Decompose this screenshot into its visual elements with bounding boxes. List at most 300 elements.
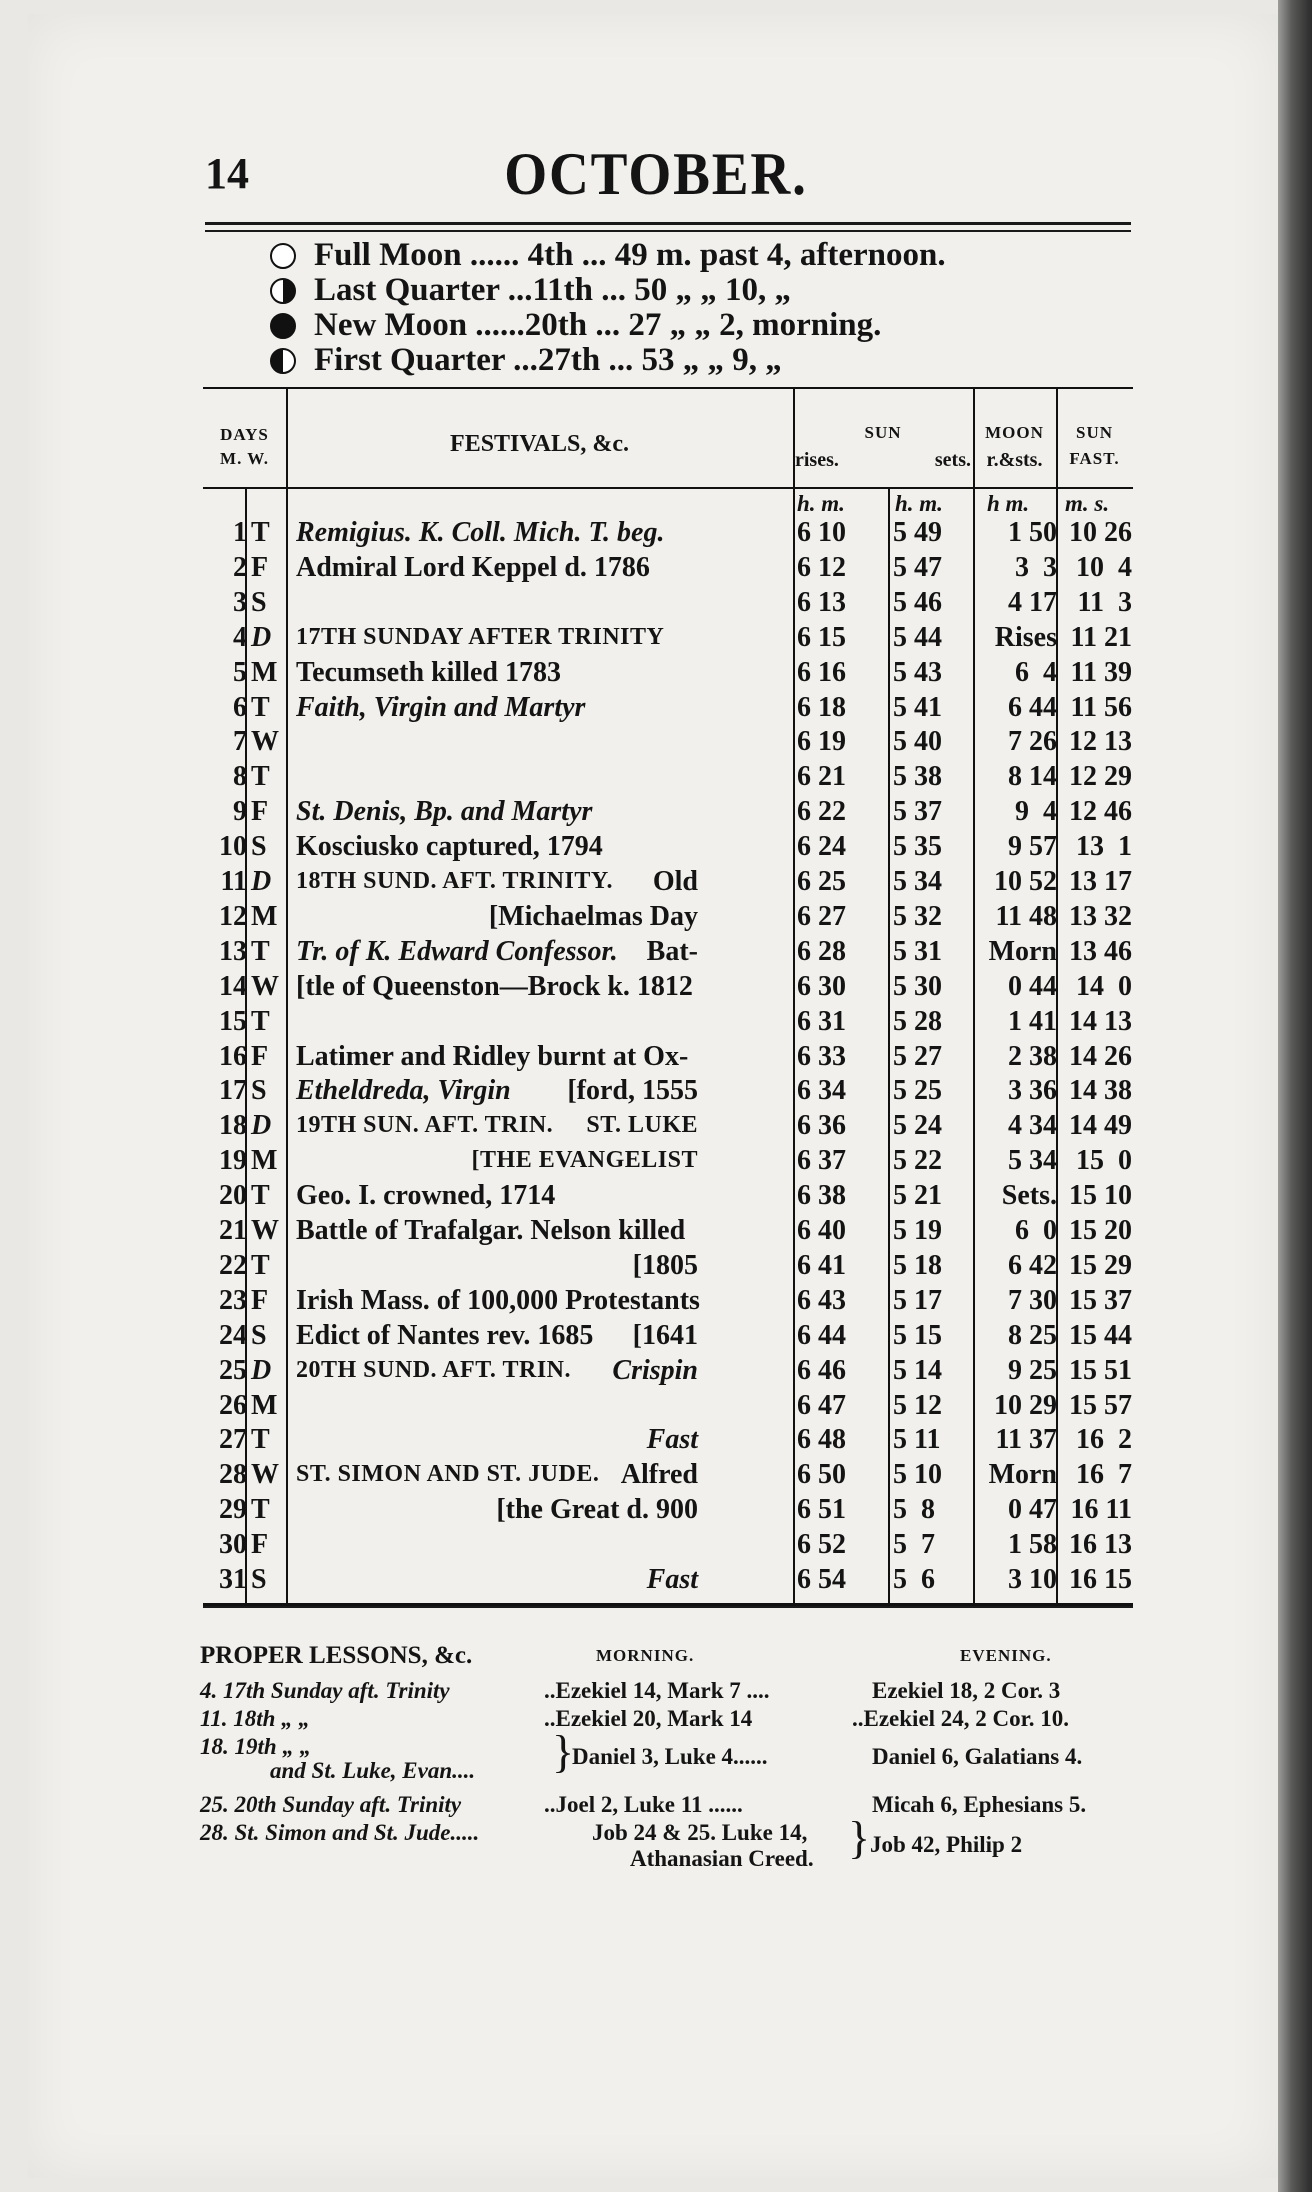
moon-rises-sets: 4 34 (1008, 1110, 1057, 1142)
moon-rises-sets: 9 4 (1015, 796, 1057, 828)
weekday: W (251, 1459, 279, 1491)
table-rule-bottom (203, 1606, 1133, 1608)
moon-rises-sets: 9 25 (1008, 1354, 1057, 1386)
table-row (203, 724, 1133, 759)
sun-fast: 15 29 (1069, 1249, 1132, 1281)
lesson-morning: ..Ezekiel 20, Mark 14 (544, 1706, 753, 1731)
weekday: D (251, 866, 272, 897)
table-row (203, 1248, 1133, 1283)
sun-rises: 6 38 (797, 1180, 846, 1212)
sun-fast: 12 13 (1069, 726, 1132, 758)
sun-rises: 6 21 (797, 761, 846, 793)
table-row (203, 1562, 1133, 1597)
weekday: D (251, 1354, 272, 1386)
moon-rises-sets: 10 29 (994, 1389, 1057, 1421)
moon-rises-sets: 0 47 (1008, 1494, 1057, 1526)
festival-text: Irish Mass. of 100,000 Protestants (296, 1284, 700, 1316)
weekday: T (251, 1494, 270, 1526)
phase-text: Last Quarter ...11th ... 50 „ „ 10, „ (314, 272, 791, 308)
moon-rises-sets: 6 0 (1015, 1215, 1057, 1246)
festival-text-right: Fast (646, 1564, 698, 1595)
sun-fast: 15 51 (1069, 1354, 1132, 1386)
moon-rises-sets: 7 30 (1008, 1284, 1057, 1316)
moon-phases (270, 238, 946, 378)
header-m-w: M. W. (220, 449, 269, 468)
lesson-morning: ..Ezekiel 14, Mark 7 .... (544, 1678, 770, 1703)
day-number: 9 (233, 796, 247, 828)
sun-rises: 6 24 (797, 831, 846, 863)
day-number: 14 (219, 970, 247, 1002)
sun-rises: 6 41 (797, 1249, 846, 1281)
sun-sets: 5 10 (893, 1459, 942, 1491)
lesson-evening: Daniel 6, Galatians 4. (872, 1744, 1083, 1769)
sun-rises: 6 18 (797, 691, 846, 723)
weekday: D (251, 621, 272, 653)
sun-sets: 5 35 (893, 831, 942, 863)
sun-fast: 14 0 (1076, 970, 1132, 1002)
festival-text: Remigius. K. Coll. Mich. T. beg. (296, 517, 665, 548)
sun-sets: 5 38 (893, 761, 942, 793)
table-row (203, 1213, 1133, 1248)
sun-rises: 6 51 (797, 1494, 846, 1526)
sun-fast: 11 21 (1070, 621, 1132, 653)
day-number: 22 (219, 1249, 247, 1281)
festival-text-right: ST. LUKE (586, 1112, 698, 1139)
sun-rises: 6 10 (797, 517, 846, 548)
sun-rises: 6 25 (797, 866, 846, 897)
sun-sets: 5 8 (893, 1494, 935, 1526)
sun-sets: 5 27 (893, 1040, 942, 1072)
weekday: T (251, 1005, 270, 1037)
weekday: F (251, 1284, 269, 1316)
sun-sets: 5 11 (893, 1424, 941, 1456)
sun-fast: 13 17 (1069, 866, 1132, 897)
lesson-morning: ..Joel 2, Luke 11 ...... (544, 1792, 743, 1817)
header-rises: rises. (795, 449, 839, 471)
brace-icon: } (848, 1812, 871, 1863)
weekday: S (251, 1319, 267, 1351)
sun-fast: 14 38 (1069, 1075, 1132, 1107)
sun-rises: 6 16 (797, 656, 846, 688)
table-row (203, 655, 1133, 690)
phase-text: Full Moon ...... 4th ... 49 m. past 4, afternoon. (314, 237, 946, 273)
sun-fast: 11 56 (1070, 691, 1132, 723)
day-number: 29 (219, 1494, 247, 1526)
festival-text-right: [1805 (632, 1249, 698, 1281)
weekday: F (251, 1529, 269, 1561)
festival-text: St. Denis, Bp. and Martyr (296, 796, 593, 828)
festival-text: Etheldreda, Virgin (296, 1075, 511, 1107)
table-row (203, 1318, 1133, 1353)
day-number: 17 (219, 1075, 247, 1107)
moon-rises-sets: 0 44 (1008, 970, 1057, 1002)
sun-sets: 5 49 (893, 517, 942, 548)
moon-rises-sets: 6 4 (1015, 656, 1057, 688)
title-rule-bottom (205, 230, 1131, 232)
moon-rises-sets: 8 14 (1008, 761, 1057, 793)
day-number: 24 (219, 1319, 247, 1351)
sun-fast: 13 32 (1069, 900, 1132, 932)
sun-rises: 6 34 (797, 1075, 846, 1107)
weekday: D (251, 1110, 272, 1142)
last-quarter-icon (270, 278, 296, 304)
festival-text: ST. SIMON AND ST. JUDE. (296, 1461, 600, 1488)
header-days: DAYS (220, 425, 269, 444)
moon-rises-sets: 9 57 (1008, 831, 1057, 863)
units-moon: h m. (987, 491, 1030, 516)
sun-sets: 5 44 (893, 621, 942, 653)
phase-last-quarter (270, 273, 946, 308)
weekday: M (251, 1389, 278, 1421)
table-row (203, 794, 1133, 829)
table-row (203, 1073, 1133, 1108)
moon-rises-sets: 1 58 (1008, 1529, 1057, 1561)
weekday: T (251, 691, 270, 723)
day-number: 10 (219, 831, 247, 863)
sun-rises: 6 28 (797, 935, 846, 967)
moon-rises-sets: 3 36 (1008, 1075, 1057, 1107)
sun-rises: 6 54 (797, 1564, 846, 1595)
lesson-day: 25. 20th Sunday aft. Trinity (200, 1792, 462, 1817)
day-number: 30 (219, 1529, 247, 1561)
lesson-day: 18. 19th „ „ (200, 1734, 312, 1759)
phase-full-moon (270, 238, 946, 273)
festival-text-right: Bat- (646, 935, 698, 967)
weekday: T (251, 935, 270, 967)
sun-sets: 5 25 (893, 1075, 942, 1107)
month-title: OCTOBER. (504, 141, 808, 207)
table-row (203, 1388, 1133, 1423)
table-row (203, 1004, 1133, 1039)
weekday: M (251, 1145, 278, 1177)
moon-rises-sets: Morn (988, 1459, 1057, 1491)
weekday: T (251, 1424, 270, 1456)
sun-fast: 16 13 (1069, 1529, 1132, 1561)
moon-rises-sets: 8 25 (1008, 1319, 1057, 1351)
sun-sets: 5 40 (893, 726, 942, 758)
header-sets: sets. (934, 449, 971, 471)
moon-rises-sets: 3 10 (1008, 1564, 1057, 1595)
sun-fast: 15 20 (1069, 1215, 1132, 1246)
day-number: 4 (233, 621, 247, 653)
sun-fast: 12 29 (1069, 761, 1132, 793)
sun-sets: 5 37 (893, 796, 942, 828)
sun-sets: 5 47 (893, 551, 942, 583)
sun-sets: 5 31 (893, 935, 942, 967)
sun-rises: 6 43 (797, 1284, 846, 1316)
festival-text-right: Fast (646, 1424, 698, 1456)
sun-sets: 5 34 (893, 866, 942, 897)
day-number: 7 (233, 726, 247, 758)
sun-rises: 6 37 (797, 1145, 846, 1177)
weekday: T (251, 1249, 270, 1281)
title-rule-top (205, 222, 1131, 225)
sun-sets: 5 17 (893, 1284, 942, 1316)
moon-rises-sets: Rises (994, 621, 1057, 653)
festival-text: Tecumseth killed 1783 (296, 656, 561, 688)
sun-sets: 5 41 (893, 691, 942, 723)
sun-rises: 6 31 (797, 1005, 846, 1037)
weekday: S (251, 586, 267, 618)
weekday: F (251, 1040, 269, 1072)
festival-text: Battle of Trafalgar. Nelson killed (296, 1215, 686, 1246)
table-row (203, 759, 1133, 794)
phase-text: First Quarter ...27th ... 53 „ „ 9, „ (314, 342, 782, 378)
table-row (203, 1283, 1133, 1318)
sun-rises: 6 36 (797, 1110, 846, 1142)
moon-rises-sets: Morn (988, 935, 1057, 967)
first-quarter-icon (270, 348, 296, 374)
sun-sets: 5 18 (893, 1249, 942, 1281)
table-row (203, 864, 1133, 899)
sun-sets: 5 15 (893, 1319, 942, 1351)
festival-text-right: [ford, 1555 (567, 1075, 698, 1107)
sun-fast: 15 0 (1076, 1145, 1132, 1177)
lessons-morning-label: MORNING. (596, 1646, 695, 1665)
weekday: M (251, 656, 278, 688)
sun-fast: 12 46 (1069, 796, 1132, 828)
header-sun: SUN (864, 423, 902, 442)
phase-text: New Moon ......20th ... 27 „ „ 2, morning. (314, 307, 882, 343)
moon-rises-sets: 10 52 (994, 866, 1057, 897)
lesson-evening: ..Ezekiel 24, 2 Cor. 10. (852, 1706, 1069, 1731)
sun-rises: 6 48 (797, 1424, 846, 1456)
units-fast: m. s. (1065, 491, 1110, 516)
table-row (203, 1039, 1133, 1074)
sun-rises: 6 40 (797, 1215, 846, 1246)
day-number: 8 (233, 761, 247, 793)
weekday: W (251, 970, 279, 1002)
phase-new-moon (270, 308, 946, 343)
sun-rises: 6 47 (797, 1389, 846, 1421)
day-number: 19 (219, 1145, 247, 1177)
table-row (203, 1108, 1133, 1143)
day-number: 1 (233, 517, 247, 548)
sun-sets: 5 43 (893, 656, 942, 688)
sun-sets: 5 7 (893, 1529, 935, 1561)
header-sun-fast: SUN (1075, 423, 1113, 442)
header-fast: FAST. (1069, 449, 1120, 468)
day-number: 11 (220, 866, 247, 897)
day-number: 2 (233, 551, 247, 583)
table-row (203, 550, 1133, 585)
moon-rises-sets: 6 42 (1008, 1249, 1057, 1281)
lesson-day: 4. 17th Sunday aft. Trinity (200, 1678, 450, 1703)
sun-sets: 5 21 (893, 1180, 942, 1212)
sun-rises: 6 15 (797, 621, 846, 653)
sun-fast: 10 26 (1069, 517, 1132, 548)
lesson-morning-cont: Athanasian Creed. (630, 1846, 814, 1871)
festival-text: 17TH SUNDAY AFTER TRINITY (296, 623, 665, 650)
sun-rises: 6 52 (797, 1529, 846, 1561)
table-row (203, 585, 1133, 620)
festival-text-right: [Michaelmas Day (488, 900, 698, 932)
full-moon-icon (270, 243, 296, 269)
moon-rises-sets: 1 50 (1008, 517, 1057, 548)
sun-sets: 5 30 (893, 970, 942, 1002)
moon-rises-sets: 2 38 (1008, 1040, 1057, 1072)
sun-fast: 16 2 (1076, 1424, 1132, 1456)
lesson-morning: Job 24 & 25. Luke 14, (592, 1820, 808, 1845)
sun-rises: 6 44 (797, 1319, 846, 1351)
lesson-day: 28. St. Simon and St. Jude..... (200, 1820, 480, 1845)
day-number: 5 (233, 656, 247, 688)
lessons-title: PROPER LESSONS, &c. (200, 1642, 473, 1669)
calendar-table (203, 387, 1133, 1606)
sun-rises: 6 13 (797, 586, 846, 618)
festival-text-right: [the Great d. 900 (496, 1494, 698, 1526)
table-row (203, 934, 1133, 969)
sun-fast: 15 57 (1069, 1389, 1132, 1421)
day-number: 26 (219, 1389, 247, 1421)
festival-text-right: [THE EVANGELIST (471, 1147, 698, 1174)
moon-rises-sets: 1 41 (1008, 1005, 1057, 1037)
weekday: S (251, 1564, 267, 1595)
festival-text: Kosciusko captured, 1794 (296, 831, 603, 863)
festival-text: 20TH SUND. AFT. TRIN. (296, 1356, 571, 1383)
lessons-evening-label: EVENING. (960, 1646, 1052, 1665)
festival-text: 19TH SUN. AFT. TRIN. (296, 1112, 554, 1139)
sun-fast: 14 49 (1069, 1110, 1132, 1142)
table-row (203, 1143, 1133, 1178)
weekday: F (251, 551, 269, 583)
table-row (203, 969, 1133, 1004)
sun-fast: 15 44 (1069, 1319, 1132, 1351)
table-row (203, 515, 1133, 550)
weekday: T (251, 761, 270, 793)
table-row (203, 899, 1133, 934)
day-number: 20 (219, 1180, 247, 1212)
moon-rises-sets: Sets. (1001, 1180, 1057, 1212)
table-row (203, 1492, 1133, 1527)
festival-text: Admiral Lord Keppel d. 1786 (296, 551, 650, 583)
phase-first-quarter (270, 343, 946, 378)
sun-rises: 6 19 (797, 726, 846, 758)
weekday: W (251, 726, 279, 758)
new-moon-icon (270, 313, 296, 339)
table-row (203, 690, 1133, 725)
sun-sets: 5 14 (893, 1354, 942, 1386)
sun-fast: 11 3 (1077, 586, 1132, 618)
sun-fast: 15 10 (1069, 1180, 1132, 1212)
day-number: 21 (219, 1215, 247, 1246)
weekday: T (251, 1180, 270, 1212)
header-rule (203, 487, 1133, 489)
lesson-day: 11. 18th „ „ (200, 1706, 310, 1731)
moon-rises-sets: 4 17 (1008, 586, 1057, 618)
units-rises: h. m. (797, 491, 845, 516)
moon-rises-sets: 3 3 (1015, 551, 1057, 583)
table-row (203, 1422, 1133, 1457)
sun-rises: 6 12 (797, 551, 846, 583)
sun-fast: 10 4 (1076, 551, 1132, 583)
weekday: M (251, 900, 278, 932)
festival-text: Edict of Nantes rev. 1685 (296, 1319, 594, 1351)
lesson-day-cont: and St. Luke, Evan.... (270, 1758, 476, 1783)
table-row (203, 1178, 1133, 1213)
moon-rises-sets: 6 44 (1008, 691, 1057, 723)
units-sets: h. m. (895, 491, 943, 516)
festival-text-right: Alfred (620, 1459, 698, 1491)
festival-text: Latimer and Ridley burnt at Ox- (296, 1040, 689, 1072)
table-row (203, 1527, 1133, 1562)
brace-icon: } (552, 1726, 575, 1777)
table-row (203, 620, 1133, 655)
sun-fast: 14 13 (1069, 1005, 1132, 1037)
header-moon: MOON (985, 423, 1044, 442)
moon-rises-sets: 5 34 (1008, 1145, 1057, 1177)
sun-fast: 11 39 (1070, 656, 1132, 688)
moon-rises-sets: 7 26 (1008, 726, 1057, 758)
sun-rises: 6 46 (797, 1354, 846, 1386)
header-moon-sub: r.&sts. (986, 449, 1043, 471)
sun-sets: 5 32 (893, 900, 942, 932)
festival-text: Tr. of K. Edward Confessor. (296, 935, 618, 967)
sun-fast: 15 37 (1069, 1284, 1132, 1316)
sun-fast: 16 15 (1069, 1564, 1132, 1595)
weekday: T (251, 517, 270, 548)
festival-text: Geo. I. crowned, 1714 (296, 1180, 556, 1212)
sun-sets: 5 46 (893, 586, 942, 618)
sun-fast: 14 26 (1069, 1040, 1132, 1072)
sun-fast: 13 1 (1076, 831, 1132, 863)
day-number: 3 (233, 586, 247, 618)
festival-text: Faith, Virgin and Martyr (296, 691, 586, 723)
festival-text: 18TH SUND. AFT. TRINITY. (296, 868, 613, 894)
table-row (203, 1353, 1133, 1388)
header-festivals: FESTIVALS, &c. (450, 431, 629, 457)
sun-rises: 6 33 (797, 1040, 846, 1072)
lesson-morning: Daniel 3, Luke 4...... (572, 1744, 768, 1769)
table-row (203, 829, 1133, 864)
moon-rises-sets: 11 37 (995, 1424, 1057, 1456)
festival-text-right: Old (652, 866, 698, 897)
book-spine-edge (1278, 0, 1312, 2192)
sun-fast: 16 7 (1076, 1459, 1132, 1491)
day-number: 6 (233, 691, 247, 723)
day-number: 27 (219, 1424, 247, 1456)
sun-sets: 5 28 (893, 1005, 942, 1037)
day-number: 15 (219, 1005, 247, 1037)
weekday: S (251, 831, 267, 863)
moon-rises-sets: 11 48 (995, 900, 1057, 932)
sun-sets: 5 19 (893, 1215, 942, 1246)
sun-rises: 6 27 (797, 900, 846, 932)
day-number: 13 (219, 935, 247, 967)
lesson-evening: Micah 6, Ephesians 5. (872, 1792, 1087, 1817)
sun-fast: 16 11 (1070, 1494, 1132, 1526)
sun-sets: 5 6 (893, 1564, 935, 1595)
sun-rises: 6 30 (797, 970, 846, 1002)
day-number: 23 (219, 1284, 247, 1316)
page-number: 14 (205, 149, 249, 198)
day-number: 18 (219, 1110, 247, 1142)
sun-sets: 5 22 (893, 1145, 942, 1177)
festival-text-right: [1641 (632, 1319, 698, 1351)
lesson-evening: Job 42, Philip 2 (870, 1832, 1023, 1857)
sun-fast: 13 46 (1069, 935, 1132, 967)
day-number: 31 (219, 1564, 247, 1595)
weekday: S (251, 1075, 267, 1107)
weekday: W (251, 1215, 279, 1246)
sun-rises: 6 50 (797, 1459, 846, 1491)
day-number: 16 (219, 1040, 247, 1072)
festival-text: [tle of Queenston—Brock k. 1812 (296, 970, 693, 1002)
lesson-evening: Ezekiel 18, 2 Cor. 3 (872, 1678, 1061, 1703)
table-row (203, 1457, 1133, 1492)
sun-sets: 5 24 (893, 1110, 942, 1142)
day-number: 25 (219, 1354, 247, 1386)
